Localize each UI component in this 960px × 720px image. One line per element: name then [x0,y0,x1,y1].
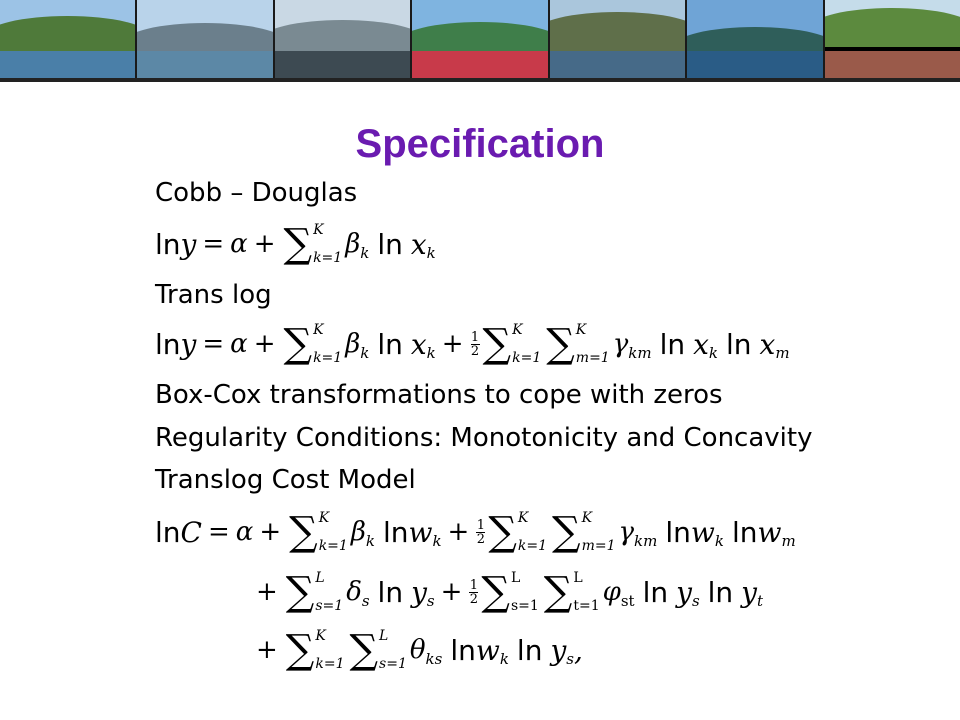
sum-upper: K [315,628,326,644]
sub-s: s [361,592,370,610]
cobb-douglas-equation [155,222,436,266]
alpha-symbol: α [235,517,254,547]
beta-symbol: β [350,517,366,547]
half-den: 2 [476,531,485,547]
cost-model-label: Translog Cost Model [155,465,416,495]
var-x: x [759,327,776,361]
banner-photo-3 [275,0,412,78]
one-half [469,579,478,606]
ln-symbol: ln [155,227,181,261]
sum-upper: K [512,322,523,338]
plus-sign: + [253,229,276,259]
half-num: 1 [470,329,480,345]
sum-upper: L [379,628,389,644]
ln-symbol: ln [516,633,543,667]
sum-upper: L [315,570,325,586]
sub-t: t [757,592,764,610]
plus-sign: + [440,577,463,607]
sub-k: k [499,650,509,668]
sum-upper: K [313,322,324,338]
ln-symbol: ln [642,575,669,609]
equals-sign: = [207,517,230,547]
ln-symbol: ln [659,327,686,361]
sum-lower: k=1 [315,656,345,672]
sum-lower: s=1 [510,598,539,614]
var-y: y [180,327,197,361]
var-y: y [550,633,567,667]
ln-symbol: ln [377,227,403,261]
sum-lower: m=1 [581,538,616,554]
banner-photo-1 [0,0,137,78]
var-x: x [693,327,709,361]
sub-st: st [620,592,635,610]
translog-equation [155,322,790,366]
cost-equation-line-1 [155,510,796,554]
sum-upper: L [510,570,521,586]
sum-lower: k=1 [313,250,343,266]
sum-upper: K [581,510,593,526]
sub-km: km [634,532,658,550]
box-cox-line: Box-Cox transformations to cope with zeros [155,380,723,410]
delta-symbol: δ [346,577,362,607]
sum-upper: K [318,510,330,526]
one-half [471,331,480,358]
sigma-symbol: ∑ [546,321,575,367]
sum-upper: K [575,322,587,338]
summation [481,570,538,614]
sigma-symbol: ∑ [543,569,573,615]
sigma-symbol: ∑ [349,627,379,673]
var-y: y [676,575,692,609]
sigma-symbol: ∑ [285,627,315,673]
plus-sign: + [447,517,470,547]
ln-symbol: ln [731,515,758,549]
cost-equation-line-3 [250,628,583,672]
half-den: 2 [469,591,479,607]
photo-banner [0,0,960,78]
var-x: x [410,327,427,361]
half-num: 1 [469,577,479,593]
ln-symbol: ln [726,327,752,361]
summation [544,570,600,614]
sub-k: k [714,532,724,550]
sum-lower: k=1 [512,350,542,366]
sigma-symbol: ∑ [488,509,517,555]
plus-sign: + [253,329,276,359]
sigma-symbol: ∑ [285,569,315,615]
ln-symbol: ln [377,327,403,361]
sum-lower: k=1 [318,538,348,554]
var-C: C [180,515,202,549]
sum-lower: t=1 [573,598,600,614]
one-half [476,519,485,546]
equals-sign: = [202,329,225,359]
alpha-symbol: α [230,229,248,259]
sub-km: km [628,344,652,362]
sub-k: k [426,344,436,362]
ln-symbol: ln [707,575,734,609]
cost-equation-line-2 [250,570,763,614]
sub-k: k [360,244,370,262]
sub-m: m [775,344,790,362]
ln-symbol: ln [665,515,691,549]
regularity-line: Regularity Conditions: Monotonicity and Concavity [155,423,813,453]
equals-sign: = [202,229,225,259]
summation [286,628,345,672]
var-w: w [757,515,782,549]
gamma-symbol: γ [618,517,635,547]
banner-photo-2 [137,0,274,78]
var-x: x [410,227,427,261]
plus-sign: + [256,577,278,607]
sigma-symbol: ∑ [289,509,318,555]
sum-lower: m=1 [575,350,610,366]
summation [286,570,343,614]
plus-sign: + [259,517,282,547]
summation [349,628,406,672]
var-y: y [741,575,757,609]
var-y: y [411,575,427,609]
banner-photo-4 [412,0,549,78]
var-w: w [690,515,715,549]
summation [284,322,343,366]
banner-photo-5 [550,0,687,78]
slide-title: Specification [355,122,605,166]
var-w: w [408,515,433,549]
sub-s: s [691,592,700,610]
sigma-symbol: ∑ [283,221,313,267]
sub-ks: ks [425,650,443,668]
sum-lower: s=1 [379,656,407,672]
summation [546,322,609,366]
ln-symbol: ln [155,515,181,549]
sub-k: k [365,532,375,550]
sum-lower: k=1 [313,350,343,366]
summation [488,510,547,554]
plus-sign: + [256,635,278,665]
sub-k: k [360,344,370,362]
phi-symbol: φ [602,577,621,607]
plus-sign: + [441,329,464,359]
alpha-symbol: α [230,329,248,359]
var-y: y [180,227,197,261]
summation [552,510,615,554]
sub-k: k [432,532,442,550]
sum-lower: s=1 [315,598,344,614]
half-num: 1 [476,517,485,533]
half-den: 2 [470,343,480,359]
trailing-comma: , [573,633,583,667]
sum-lower: k=1 [517,538,548,554]
summation [289,510,348,554]
ln-symbol: ln [450,633,476,667]
translog-label: Trans log [155,280,272,310]
sub-m: m [781,532,796,550]
sum-upper: K [313,222,324,238]
beta-symbol: β [345,229,361,259]
sub-s: s [566,650,574,668]
theta-symbol: θ [409,635,426,665]
sigma-symbol: ∑ [552,509,581,555]
summation [284,222,343,266]
summation [483,322,542,366]
banner-rule [0,78,960,82]
sum-upper: K [517,510,529,526]
sub-k: k [426,244,436,262]
beta-symbol: β [345,329,361,359]
gamma-symbol: γ [612,329,629,359]
sigma-symbol: ∑ [283,321,313,367]
banner-photo-7 [825,0,960,78]
sub-s: s [426,592,435,610]
var-w: w [475,633,500,667]
sigma-symbol: ∑ [482,321,512,367]
sum-upper: L [573,570,583,586]
sub-k: k [708,344,719,362]
cobb-douglas-label: Cobb – Douglas [155,178,358,208]
ln-symbol: ln [155,327,181,361]
sigma-symbol: ∑ [481,569,510,615]
ln-symbol: ln [377,575,404,609]
ln-symbol: ln [382,515,409,549]
banner-photo-6 [687,0,824,78]
